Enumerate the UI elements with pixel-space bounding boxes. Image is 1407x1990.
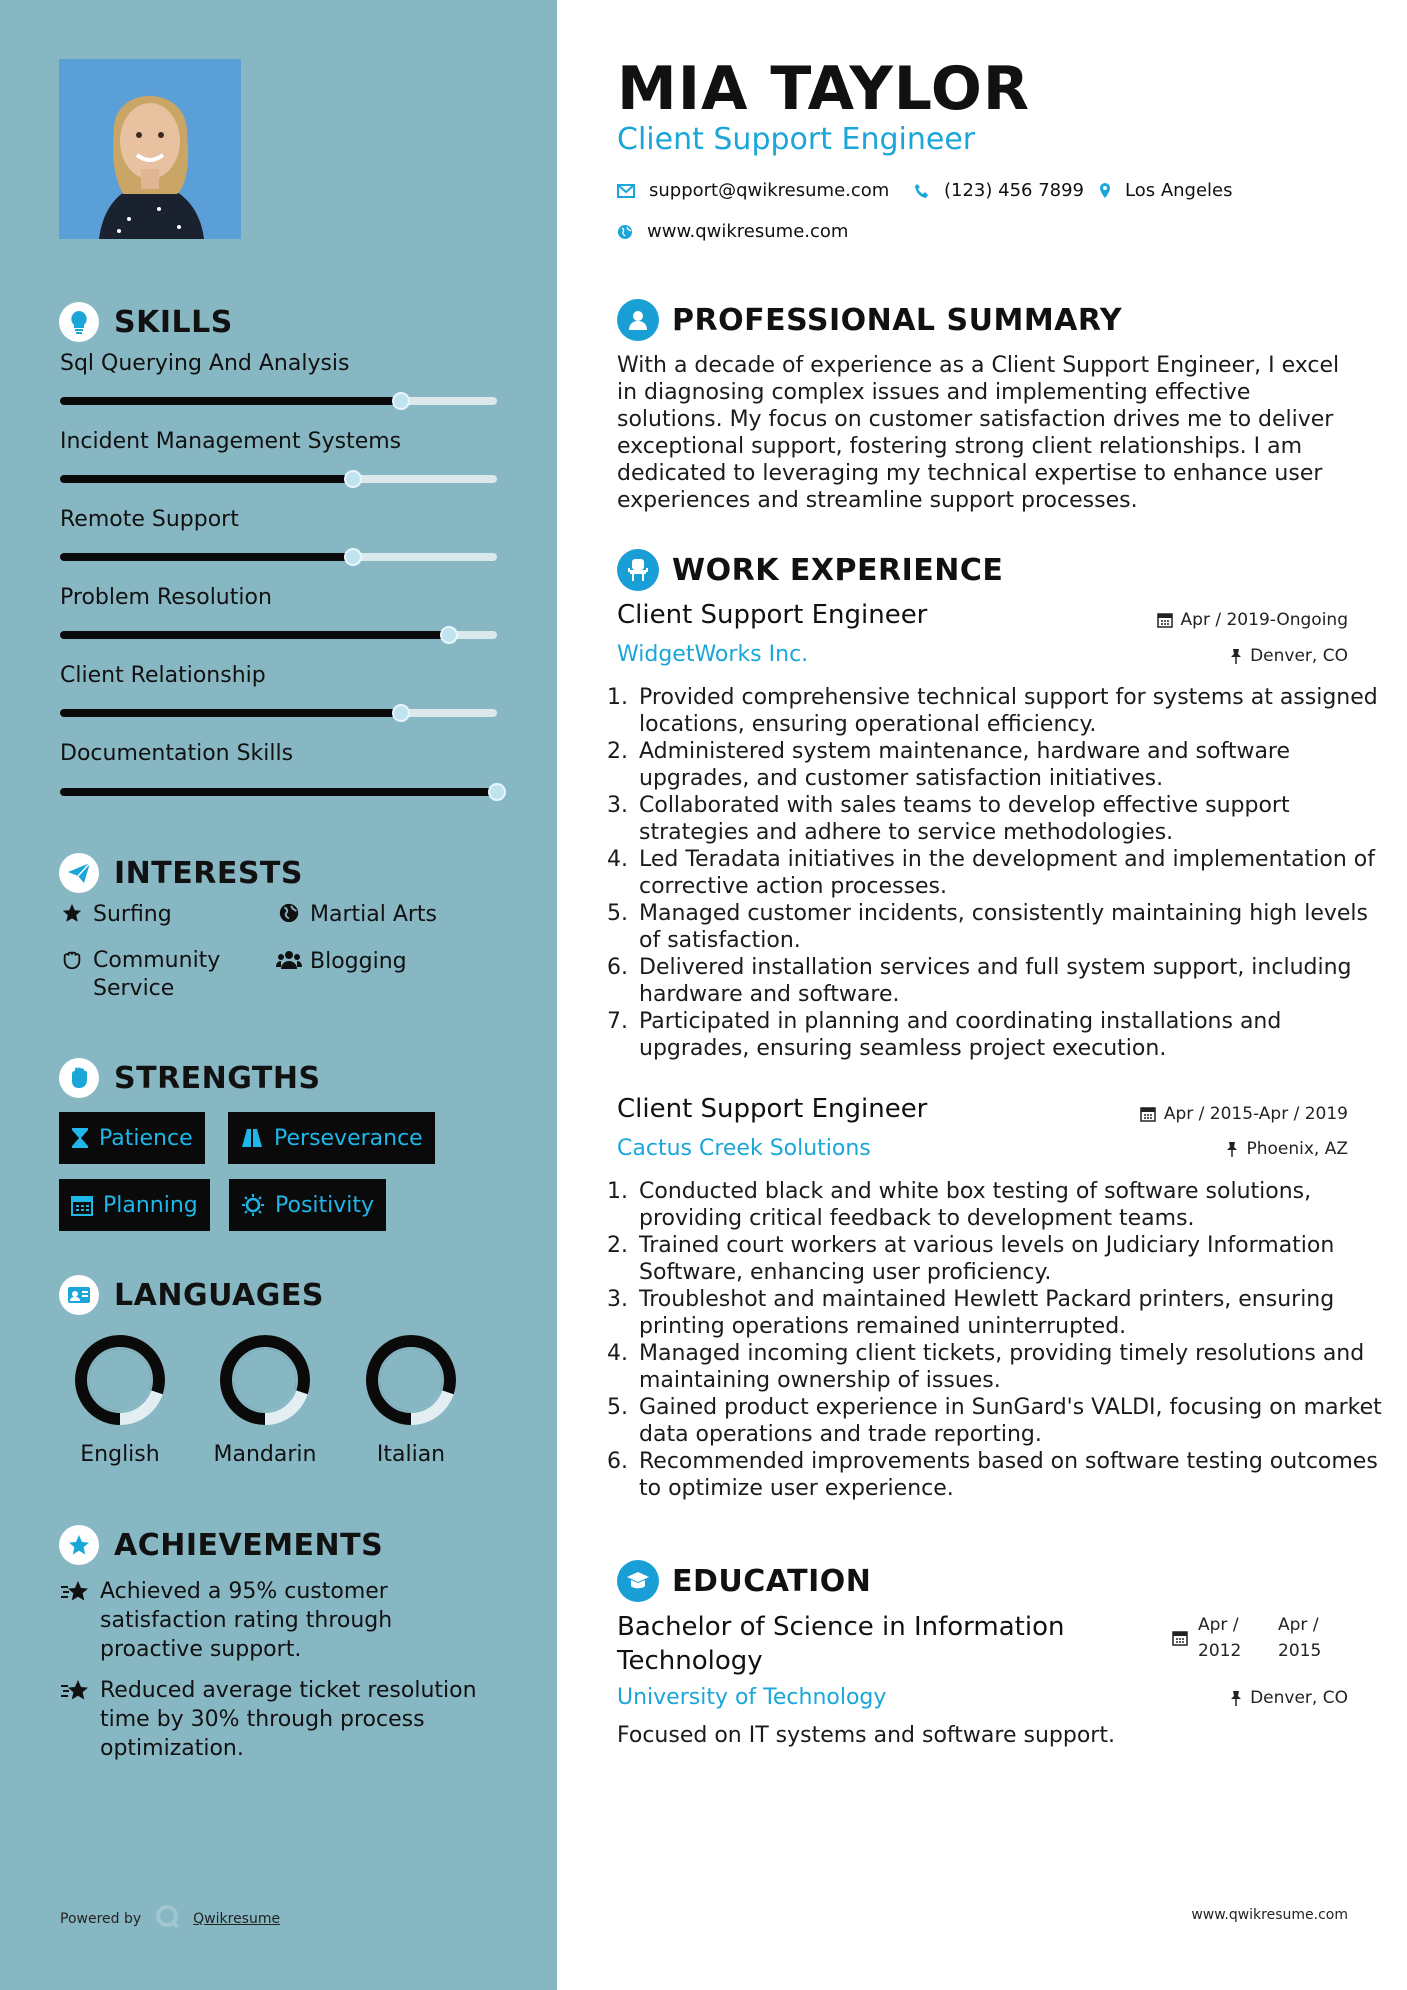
language-item: Mandarin [205, 1332, 325, 1467]
candidate-name: MIA TAYLOR [617, 54, 1031, 124]
skill-bar [60, 631, 497, 639]
skill-bar-fill [60, 397, 401, 405]
strengths-section-title: STRENGTHS [59, 1058, 321, 1098]
skill-bar-knob [344, 470, 362, 488]
calendar-icon [1157, 612, 1173, 628]
skill-label: Documentation Skills [60, 741, 294, 766]
road-icon [240, 1128, 274, 1148]
company-name: WidgetWorks Inc. [617, 642, 809, 667]
job-title: Client Support Engineer [617, 1094, 928, 1124]
languages-section-title: LANGUAGES [59, 1275, 324, 1315]
achievement-item: Reduced average ticket resolution time by 30% through process optimization. [60, 1676, 500, 1763]
skill-label: Sql Querying And Analysis [60, 351, 350, 376]
user-icon [617, 299, 659, 341]
education-dates: Apr / 2012 Apr / 2015 [1172, 1612, 1338, 1664]
list-item: 6. Delivered installation services and full system support, including hardware and software. [635, 954, 1385, 1008]
graduation-cap-icon [617, 1560, 659, 1602]
education-description: Focused on IT systems and software support. [617, 1723, 1115, 1748]
donut-divider [379, 1348, 443, 1412]
summary-section-title: PROFESSIONAL SUMMARY [617, 299, 1122, 341]
users-icon [276, 949, 302, 971]
footer-website-link[interactable]: www.qwikresume.com [1191, 1907, 1348, 1923]
list-item: 3. Collaborated with sales teams to develop effective support strategies and adhere to service methodologies. [635, 792, 1385, 846]
list-item: 1. Conducted black and white box testing of software solutions, providing critical feedback to development teams. [635, 1178, 1385, 1232]
sidebar [0, 0, 557, 1990]
skill-bar [60, 709, 497, 717]
powered-by: Powered by Qwikresume [60, 1904, 280, 1934]
skill-label: Problem Resolution [60, 585, 272, 610]
interest-item: Surfing [59, 902, 172, 927]
skill-label: Client Relationship [60, 663, 266, 688]
calendar-icon [1140, 1106, 1156, 1122]
lightbulb-icon [59, 302, 99, 342]
skill-bar-fill [60, 631, 449, 639]
star-icon [60, 1579, 100, 1664]
job-location: Denver, CO [1230, 646, 1348, 666]
language-donut [72, 1332, 168, 1428]
skill-bar [60, 397, 497, 405]
pushpin-icon [1230, 648, 1242, 664]
interest-item: Martial Arts [276, 902, 437, 927]
list-item: 1. Provided comprehensive technical support for systems at assigned locations, ensuring operational efficiency. [635, 684, 1385, 738]
list-item: 4. Managed incoming client tickets, providing timely resolutions and maintaining ownership of issues. [635, 1340, 1385, 1394]
job-bullets [613, 1178, 1385, 1502]
list-item: 5. Managed customer incidents, consistently maintaining high levels of satisfaction. [635, 900, 1385, 954]
skill-label: Incident Management Systems [60, 429, 402, 454]
donut-divider [233, 1348, 297, 1412]
contact-location: Los Angeles [1099, 180, 1233, 201]
skill-bar [60, 553, 497, 561]
interest-item: Community Service [59, 949, 259, 1003]
job-location: Phoenix, AZ [1226, 1139, 1348, 1159]
list-item: 4. Led Teradata initiatives in the development and implementation of corrective action processes. [635, 846, 1385, 900]
education-section-title: EDUCATION [617, 1560, 871, 1602]
school-name: University of Technology [617, 1685, 887, 1710]
education-location: Denver, CO [1230, 1688, 1348, 1708]
phone-icon [914, 183, 930, 199]
interests-section-title: INTERESTS [59, 853, 303, 893]
pushpin-icon [1230, 1690, 1242, 1706]
calendar-icon [1172, 1630, 1188, 1646]
job-dates: Apr / 2015-Apr / 2019 [1140, 1104, 1348, 1124]
strength-chip: Perseverance [228, 1112, 435, 1164]
sun-icon [241, 1193, 275, 1217]
skill-bar-fill [60, 709, 401, 717]
list-item: 7. Participated in planning and coordinating installations and upgrades, ensuring seamless project execution. [635, 1008, 1385, 1062]
degree-title: Bachelor of Science in Information Technology [617, 1612, 1065, 1676]
qwikresume-logo-icon [155, 1904, 181, 1934]
language-donut [217, 1332, 313, 1428]
contact-website[interactable]: www.qwikresume.com [617, 221, 848, 242]
skill-bar-knob [344, 548, 362, 566]
list-item: 3. Troubleshot and maintained Hewlett Packard printers, ensuring printing operations remained uninterrupted. [635, 1286, 1385, 1340]
job-dates: Apr / 2019-Ongoing [1157, 610, 1348, 630]
strength-chip: Planning [59, 1179, 210, 1231]
star-icon [60, 1678, 100, 1763]
contact-email[interactable]: support@qwikresume.com [617, 180, 889, 201]
id-card-icon [59, 1275, 99, 1315]
strength-chip: Patience [59, 1112, 205, 1164]
map-pin-icon [1099, 182, 1111, 199]
globe-icon [617, 224, 633, 240]
company-name: Cactus Creek Solutions [617, 1136, 871, 1161]
chair-icon [617, 549, 659, 591]
list-item: 5. Gained product experience in SunGard's VALDI, focusing on market data operations and trade reporting. [635, 1394, 1385, 1448]
job-bullets [613, 684, 1385, 1062]
paper-plane-icon [59, 853, 99, 893]
skill-bar-fill [60, 788, 497, 796]
profile-photo [59, 59, 241, 239]
star-icon [59, 902, 85, 924]
achievements-section-title: ACHIEVEMENTS [59, 1525, 383, 1565]
qwikresume-link[interactable]: Qwikresume [193, 1911, 281, 1927]
interest-item: Blogging [276, 949, 407, 974]
skill-bar-knob [392, 704, 410, 722]
skill-bar-knob [440, 626, 458, 644]
list-item: 6. Recommended improvements based on software testing outcomes to optimize user experience. [635, 1448, 1385, 1502]
fist-icon [59, 1058, 99, 1098]
pushpin-icon [1226, 1141, 1238, 1157]
list-item: 2. Administered system maintenance, hardware and software upgrades, and customer satisfaction initiatives. [635, 738, 1385, 792]
skill-bar [60, 788, 497, 796]
hand-icon [59, 949, 85, 971]
skill-bar-fill [60, 475, 353, 483]
contact-phone[interactable]: (123) 456 7899 [914, 180, 1084, 201]
skill-bar-fill [60, 553, 353, 561]
language-item: English [60, 1332, 180, 1467]
summary-text: With a decade of experience as a Client Support Engineer, I excel in diagnosing complex issues and implementing effective solutions. My focus on customer satisfaction drives me to deliver exceptional support, fostering strong client relationships. I am dedicated to leveraging my technical expertise to enhance user experiences and streamline support processes. [617, 353, 1340, 513]
language-donut [363, 1332, 459, 1428]
candidate-role: Client Support Engineer [617, 122, 976, 157]
language-item: Italian [351, 1332, 471, 1467]
skills-section-title: SKILLS [59, 302, 233, 342]
hourglass-icon [71, 1127, 99, 1149]
globe-icon [276, 902, 302, 924]
skill-label: Remote Support [60, 507, 239, 532]
skill-bar-knob [392, 392, 410, 410]
skill-bar [60, 475, 497, 483]
calendar-icon [71, 1194, 103, 1216]
envelope-icon [617, 184, 635, 198]
skill-bar-knob [488, 783, 506, 801]
achievement-item: Achieved a 95% customer satisfaction rating through proactive support. [60, 1577, 500, 1664]
job-title: Client Support Engineer [617, 600, 928, 630]
donut-divider [88, 1348, 152, 1412]
list-item: 2. Trained court workers at various levels on Judiciary Information Software, enhancing user proficiency. [635, 1232, 1385, 1286]
star-badge-icon [59, 1525, 99, 1565]
strength-chip: Positivity [229, 1179, 386, 1231]
experience-section-title: WORK EXPERIENCE [617, 549, 1003, 591]
